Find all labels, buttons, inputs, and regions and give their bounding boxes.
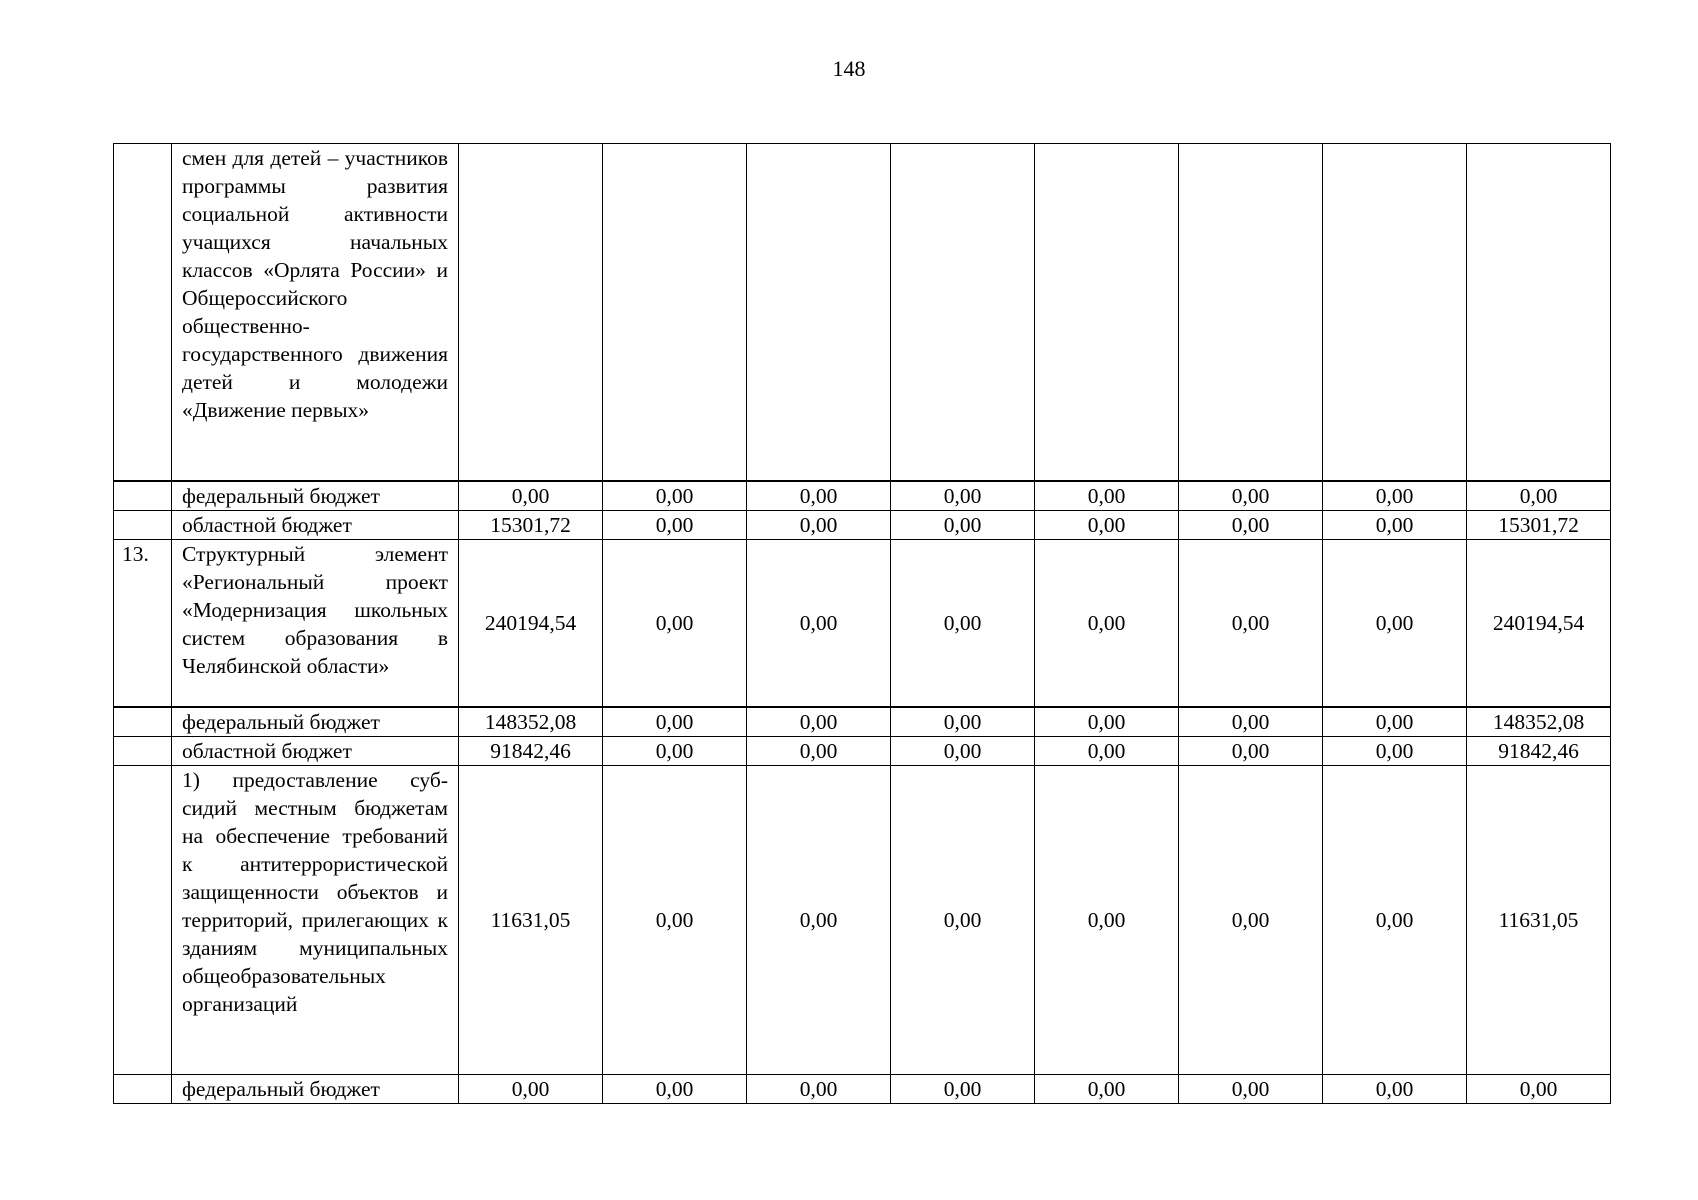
table-row xyxy=(114,510,1611,539)
value-cell: 0,00 xyxy=(459,481,603,511)
value-cell: 0,00 xyxy=(891,737,1035,766)
value-cell: 0,00 xyxy=(603,539,747,707)
value-cell: 0,00 xyxy=(891,707,1035,737)
value-cell: 0,00 xyxy=(1323,539,1467,707)
row-name: федеральный бюджет xyxy=(172,1075,459,1104)
row-name: смен для детей – участников программы развития социальной активности учащихся начальных классов «Орлята России» и Общероссийского общественно-государственного движения детей и молодежи «Движение первых» xyxy=(172,144,459,481)
table-row xyxy=(114,539,1611,707)
row-number xyxy=(114,510,172,539)
value-cell: 0,00 xyxy=(891,1075,1035,1104)
row-name: федеральный бюджет xyxy=(172,481,459,511)
value-cell: 91842,46 xyxy=(1467,737,1611,766)
table-row xyxy=(114,481,1611,511)
value-cell: 0,00 xyxy=(1035,737,1179,766)
value-cell: 0,00 xyxy=(747,481,891,511)
value-cell xyxy=(891,144,1035,481)
value-cell xyxy=(1467,144,1611,481)
value-cell: 0,00 xyxy=(747,539,891,707)
value-cell: 0,00 xyxy=(747,766,891,1075)
table-row xyxy=(114,766,1611,1075)
value-cell: 0,00 xyxy=(603,737,747,766)
value-cell xyxy=(747,144,891,481)
row-number: 13. xyxy=(114,539,172,707)
value-cell: 0,00 xyxy=(1035,707,1179,737)
table-row xyxy=(114,707,1611,737)
value-cell: 11631,05 xyxy=(459,766,603,1075)
value-cell: 0,00 xyxy=(603,510,747,539)
table-row xyxy=(114,737,1611,766)
row-number xyxy=(114,737,172,766)
value-cell xyxy=(1323,144,1467,481)
value-cell: 0,00 xyxy=(891,539,1035,707)
value-cell: 0,00 xyxy=(747,707,891,737)
value-cell: 0,00 xyxy=(1179,539,1323,707)
row-number xyxy=(114,144,172,481)
value-cell: 0,00 xyxy=(747,1075,891,1104)
row-number xyxy=(114,481,172,511)
value-cell: 0,00 xyxy=(1467,481,1611,511)
value-cell: 0,00 xyxy=(1179,707,1323,737)
value-cell: 0,00 xyxy=(603,481,747,511)
row-name: федеральный бюджет xyxy=(172,707,459,737)
value-cell: 0,00 xyxy=(1179,1075,1323,1104)
value-cell: 11631,05 xyxy=(1467,766,1611,1075)
row-name: областной бюджет xyxy=(172,737,459,766)
value-cell: 0,00 xyxy=(1179,481,1323,511)
value-cell: 0,00 xyxy=(1323,481,1467,511)
row-name: Структурный элемент «Региональный проект «Модернизация школьных систем образования в Челябинской области» xyxy=(172,539,459,707)
row-number xyxy=(114,1075,172,1104)
value-cell: 0,00 xyxy=(603,766,747,1075)
value-cell xyxy=(459,144,603,481)
row-number xyxy=(114,766,172,1075)
value-cell: 15301,72 xyxy=(1467,510,1611,539)
value-cell: 0,00 xyxy=(1323,707,1467,737)
value-cell: 15301,72 xyxy=(459,510,603,539)
value-cell: 0,00 xyxy=(1035,510,1179,539)
table-row xyxy=(114,1075,1611,1104)
value-cell: 0,00 xyxy=(1323,766,1467,1075)
value-cell: 0,00 xyxy=(1035,481,1179,511)
table-row xyxy=(114,144,1611,481)
value-cell: 0,00 xyxy=(1035,1075,1179,1104)
value-cell: 0,00 xyxy=(1179,766,1323,1075)
value-cell: 0,00 xyxy=(891,510,1035,539)
value-cell: 0,00 xyxy=(1323,1075,1467,1104)
value-cell xyxy=(1035,144,1179,481)
row-name: областной бюджет xyxy=(172,510,459,539)
value-cell: 148352,08 xyxy=(459,707,603,737)
value-cell xyxy=(1179,144,1323,481)
value-cell: 240194,54 xyxy=(1467,539,1611,707)
value-cell xyxy=(603,144,747,481)
value-cell: 0,00 xyxy=(1323,510,1467,539)
value-cell: 148352,08 xyxy=(1467,707,1611,737)
value-cell: 240194,54 xyxy=(459,539,603,707)
budget-table xyxy=(113,143,1611,1104)
value-cell: 0,00 xyxy=(1179,737,1323,766)
value-cell: 91842,46 xyxy=(459,737,603,766)
value-cell: 0,00 xyxy=(1035,539,1179,707)
value-cell: 0,00 xyxy=(603,707,747,737)
value-cell: 0,00 xyxy=(459,1075,603,1104)
value-cell: 0,00 xyxy=(1035,766,1179,1075)
value-cell: 0,00 xyxy=(1323,737,1467,766)
value-cell: 0,00 xyxy=(747,510,891,539)
value-cell: 0,00 xyxy=(747,737,891,766)
row-number xyxy=(114,707,172,737)
value-cell: 0,00 xyxy=(1179,510,1323,539)
value-cell: 0,00 xyxy=(891,481,1035,511)
value-cell: 0,00 xyxy=(603,1075,747,1104)
row-name: 1) предоставление суб-сидий местным бюджетам на обеспечение требований к антитеррористической защищенности объектов и территорий, прилегающих к зданиям муниципальных общеобразовательных организаций xyxy=(172,766,459,1075)
value-cell: 0,00 xyxy=(1467,1075,1611,1104)
value-cell: 0,00 xyxy=(891,766,1035,1075)
page-number: 148 xyxy=(832,56,866,81)
